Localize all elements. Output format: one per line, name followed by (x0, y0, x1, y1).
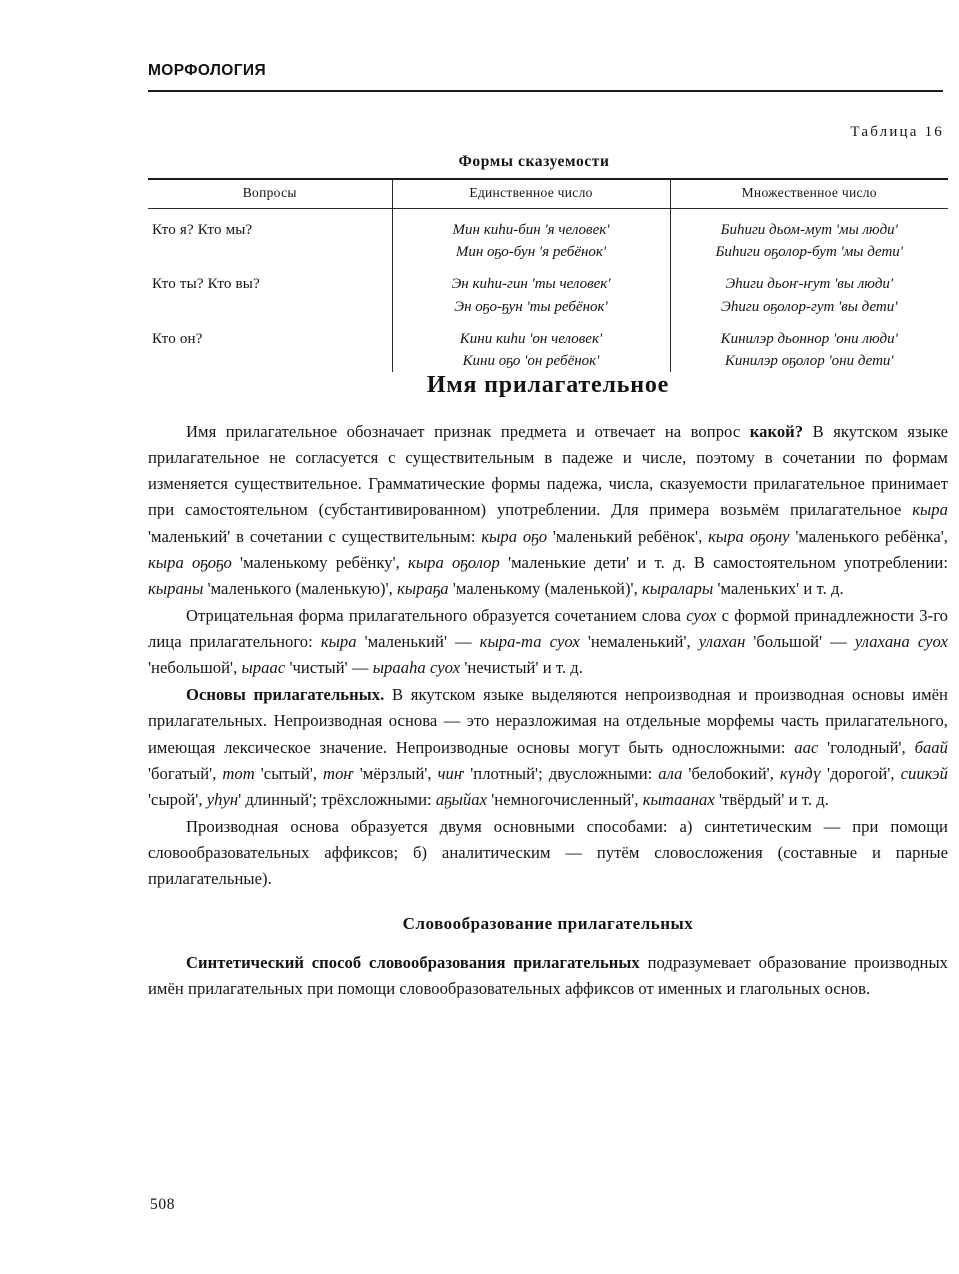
text-run: 'маленького ребёнка', (789, 526, 949, 546)
text-run-bold: какой? (749, 422, 804, 441)
cell-singular (392, 318, 670, 372)
text-run-bold: Синтетический способ словообразования прилагательных (186, 953, 640, 973)
cell-plural (670, 263, 948, 317)
text-run: 'немногочисленный', (487, 789, 643, 809)
text-run: 'небольшой', (148, 658, 242, 678)
text-run: с формой принадлежности 3-го лица прилагательного: (148, 605, 948, 651)
text-run-italic: аас (794, 737, 819, 757)
text-run: 'голодный', (818, 737, 915, 757)
column-header-singular: Единственное число (392, 179, 670, 209)
text-run: 'маленькому (маленькой)', (448, 578, 642, 598)
text-run: 'маленьких' и т. д. (713, 578, 844, 598)
text-run: 'сытый', (254, 763, 324, 783)
text-run-italic: улахана суох (854, 632, 948, 651)
text-run-italic: сиикэй (900, 763, 948, 783)
subsection-title: Словообразование прилагательных (402, 914, 694, 934)
text-run: 'твёрдый' и т. д. (714, 789, 829, 809)
text-run: В якутском языке прилагательное не согласуется с существительным в падеже и числе, поэтому в сочетании по формам изменяется существительное. Грамматические формы падежа, числа, сказуемости прилагательное принимает при самостоятельном (субстантивированном) употреблении. Для примера возьмём прилагательное (148, 422, 948, 520)
running-head-title: МОРФОЛОГИЯ (148, 62, 267, 79)
text-run-bold: Основы прилагательных. (186, 685, 385, 705)
predicative-forms-table (148, 178, 948, 372)
cell-singular (392, 263, 670, 317)
text-run: 'маленькие дети' и т. д. В самостоятельном употреблении: (499, 552, 948, 572)
text-run-italic: күндү (779, 763, 822, 783)
text-run-italic: кыра оҕону (708, 526, 790, 546)
paragraph-5 (148, 950, 948, 1002)
cell-plural (670, 318, 948, 372)
text-run-italic: уһун (206, 789, 239, 809)
paragraph-4 (148, 814, 948, 892)
body-content (148, 372, 948, 1003)
paragraph-2 (148, 603, 948, 681)
cell-plural (670, 209, 948, 264)
text-run-italic: кыраҕа (397, 578, 449, 598)
text-run-italic: чиҥ (437, 763, 465, 783)
form-line: Мин оҕо-бун 'я ребёнок' (455, 244, 607, 261)
table-block (148, 124, 948, 372)
text-run-italic: ала (658, 763, 683, 783)
form-line: Мин киһи-бин 'я человек' (452, 222, 610, 238)
text-run-italic: тоҥ (323, 763, 354, 783)
question-text: Кто ты? Кто вы? (152, 276, 260, 293)
text-run: Имя прилагательное обозначает признак предмета и отвечает на вопрос (186, 422, 750, 441)
question-text: Кто я? Кто мы? (152, 222, 253, 238)
text-run: 'маленький' в сочетании с существительным: (148, 526, 482, 546)
text-run: подразумевает образование производных имён прилагательных при помощи словообразовательных аффиксов от именных и глагольных основ. (148, 953, 948, 999)
cell-question (148, 318, 392, 372)
text-run: 'немаленький', (579, 632, 699, 651)
table-row (148, 263, 948, 317)
text-run-italic: аҕыйах (435, 789, 488, 809)
page-number: 508 (150, 1196, 176, 1213)
form-line: Биһиги оҕолор-бут 'мы дети' (715, 244, 903, 261)
text-run: 'большой' — (745, 632, 855, 651)
text-run-italic: кыра-та суох (479, 632, 580, 651)
text-run: 'маленький ребёнок', (547, 526, 709, 546)
form-line: Биһиги дьом-мут 'мы люди' (720, 222, 898, 238)
text-run-italic: кыраны (148, 578, 204, 598)
table-caption: Формы сказуемости (458, 153, 610, 170)
text-run: 'мёрзлый', (353, 763, 438, 783)
text-run: Отрицательная форма прилагательного образуется сочетанием слова (186, 605, 687, 625)
table-number-label: Таблица 16 (850, 124, 944, 140)
text-run-italic: кыра оҕолор (408, 552, 500, 572)
text-run: 'плотный'; двусложными: (464, 763, 659, 783)
cell-singular (392, 209, 670, 264)
table-header-row (148, 179, 948, 209)
text-run: 'богатый', (148, 763, 223, 783)
paragraph-1 (148, 419, 948, 602)
cell-question (148, 209, 392, 264)
running-head-rule (148, 90, 943, 92)
text-run-italic: ырааһа суох (372, 658, 461, 678)
text-run: Производная основа образуется двумя основными способами: а) синтетическим — при помощи словообразовательных аффиксов; б) аналитическим — путём словосложения (составные и парные прилагательные). (148, 816, 948, 889)
text-run-italic: кыра (912, 500, 948, 520)
text-run: 'нечистый' и т. д. (460, 658, 583, 678)
text-run: В якутском языке выделяются непроизводная и производная основы имён прилагательных. Непроизводная основа — это неразложимая на отдельные морфемы часть прилагательного, имеющая лексическое значение. Непроизводные основы могут быть односложными: (148, 685, 948, 757)
form-line: Эһиги дьоҥ-ҥут 'вы люди' (725, 276, 894, 293)
running-head (148, 62, 943, 80)
form-line: Эн оҕо-ҕун 'ты ребёнок' (454, 298, 608, 315)
paragraph-3 (148, 682, 948, 813)
form-line: Кини киһи 'он человек' (459, 330, 603, 347)
form-line: Кини оҕо 'он ребёнок' (462, 352, 600, 369)
form-line: Эһиги оҕолор-гут 'вы дети' (721, 298, 898, 315)
form-line: Кинилэр дьоннор 'они люди' (720, 330, 898, 347)
text-run: 'маленький' — (356, 632, 480, 651)
text-run: 'чистый' — (285, 658, 373, 678)
table-row (148, 209, 948, 264)
text-run: 'сырой', (148, 789, 207, 809)
text-run-italic: улахан (698, 632, 746, 651)
column-header-plural: Множественное число (670, 179, 948, 209)
text-run: 'белобокий', (682, 763, 780, 783)
text-run-italic: тот (222, 763, 255, 783)
text-run-italic: суох (686, 605, 717, 625)
table-row (148, 318, 948, 372)
text-run: 'маленькому ребёнку', (231, 552, 409, 572)
text-run-italic: кыра оҕоҕо (148, 552, 232, 572)
text-run-italic: кыра (320, 632, 357, 651)
text-run-italic: кыра оҕо (481, 526, 548, 546)
form-line: Кинилэр оҕолор 'они дети' (724, 352, 894, 369)
text-run-italic: кыралары (642, 578, 714, 598)
question-text: Кто он? (152, 330, 203, 347)
text-run: 'дорогой', (821, 763, 901, 783)
column-header-questions: Вопросы (148, 179, 392, 209)
text-run-italic: кытаанах (642, 789, 715, 809)
page-title: Имя прилагательное (426, 372, 670, 398)
text-run-italic: баай (914, 737, 948, 757)
text-run: ' длинный'; трёхсложными: (238, 789, 436, 809)
text-run: 'маленького (маленькую)', (203, 578, 398, 598)
cell-question (148, 263, 392, 317)
form-line: Эн киһи-гин 'ты человек' (451, 276, 611, 293)
text-run-italic: ыраас (241, 658, 286, 678)
